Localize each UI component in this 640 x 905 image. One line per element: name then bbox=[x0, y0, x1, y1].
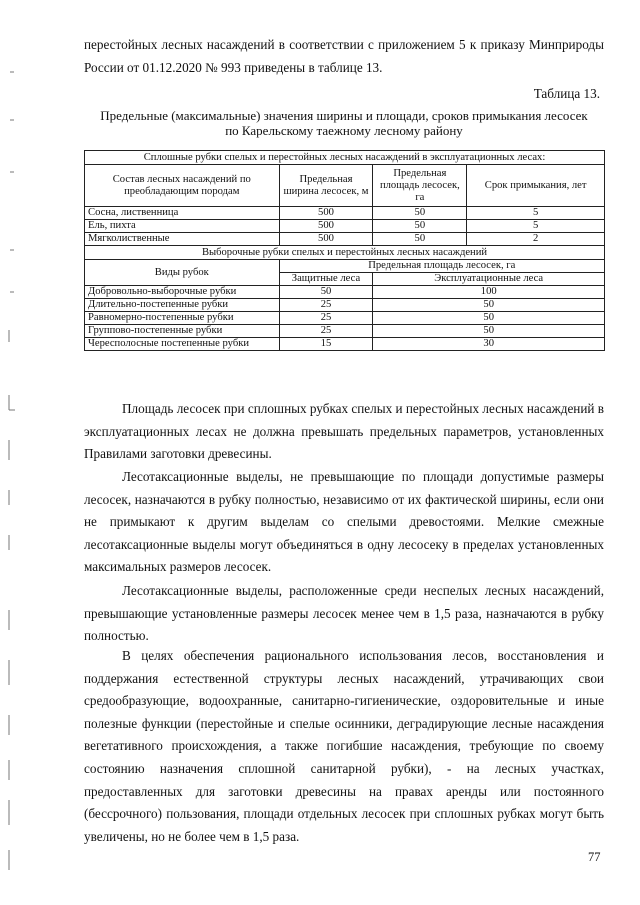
table-row bbox=[85, 286, 605, 299]
table-row bbox=[85, 312, 605, 325]
table-row bbox=[85, 220, 605, 233]
cell-species: Мягколиственные bbox=[85, 233, 280, 246]
norms-table bbox=[84, 150, 605, 351]
cell-protective: 15 bbox=[279, 338, 373, 351]
intro-paragraph: перестойных лесных насаждений в соответствии с приложением 5 к приказу Минприроды России от 01.12.2020 № 993 приведены в таблице 13. bbox=[84, 37, 604, 75]
table-row bbox=[85, 325, 605, 338]
cell-protective: 25 bbox=[279, 325, 373, 338]
table-section-row bbox=[85, 246, 605, 260]
scan-margin-marks bbox=[0, 0, 30, 905]
section-clearcut-header: Сплошные рубки спелых и перестойных лесных насаждений в эксплуатационных лесах: bbox=[85, 151, 605, 165]
table-label: Таблица 13. bbox=[533, 86, 600, 101]
cell-exploitation: 50 bbox=[373, 299, 605, 312]
header-area: Предельная площадь лесосек, га bbox=[373, 165, 467, 207]
table-row bbox=[85, 233, 605, 246]
section-selective-header: Выборочные рубки спелых и перестойных лесных насаждений bbox=[85, 246, 605, 260]
body-paragraph: Площадь лесосек при сплошных рубках спелых и перестойных лесных насаждений в эксплуатационных лесах не должна превышать предельных параметров, установленных Правилами заготовки древесины. bbox=[84, 401, 605, 462]
cell-area: 50 bbox=[373, 207, 467, 220]
table-row bbox=[85, 338, 605, 351]
caption-line-1: Предельные (максимальные) значения ширины и площади, сроков примыкания лесосек bbox=[100, 108, 588, 123]
cell-adjacency: 2 bbox=[467, 233, 605, 246]
table-row bbox=[85, 299, 605, 312]
cell-width: 500 bbox=[279, 220, 373, 233]
cell-area: 50 bbox=[373, 220, 467, 233]
cell-cut-type: Группово-постепенные рубки bbox=[85, 325, 280, 338]
body-paragraph: Лесотаксационные выделы, не превышающие по площади допустимые размеры лесосек, назначаются в рубку полностью, независимо от их фактической ширины, если они не примыкают к другим выделам со спелыми древостоями. Мелкие смежные лесотаксационные выделы могут объединяться в одну лесосеку в пределах установленных максимальных размеров лесосек. bbox=[84, 469, 604, 575]
table-header-row bbox=[85, 165, 605, 207]
body-paragraph: В целях обеспечения рационального использования лесов, восстановления и поддержания естественной структуры лесных насаждений, утрачивающих свои средообразующие, водоохранные, санитарно-гигиенические, оздоровительные и иные полезные функции (перестойные и спелые осинники, деградирующие лесные насаждения вегетативного происхождения, а также погибшие насаждения, требующие по своему состоянию назначения сплошной санитарной рубки), - на лесных участках, предоставленных для заготовки древесины на правах аренды или постоянного (бессрочного) пользования, площади отдельных лесосек при сплошных рубках могут быть увеличены, но не более чем в 1,5 раза. bbox=[84, 648, 604, 844]
cell-area: 50 bbox=[373, 233, 467, 246]
header-max-area: Предельная площадь лесосек, га bbox=[279, 260, 604, 273]
cell-protective: 50 bbox=[279, 286, 373, 299]
cell-adjacency: 5 bbox=[467, 220, 605, 233]
table-row bbox=[85, 207, 605, 220]
caption-line-2: по Карельскому таежному лесному району bbox=[225, 123, 463, 138]
cell-species: Ель, пихта bbox=[85, 220, 280, 233]
cell-cut-type: Чересполосные постепенные рубки bbox=[85, 338, 280, 351]
header-width: Предельная ширина лесосек, м bbox=[279, 165, 373, 207]
cell-exploitation: 50 bbox=[373, 325, 605, 338]
table-caption bbox=[84, 108, 604, 138]
header-exploitation-forests: Эксплуатационные леса bbox=[373, 273, 605, 286]
cell-adjacency: 5 bbox=[467, 207, 605, 220]
cell-cut-type: Длительно-постепенные рубки bbox=[85, 299, 280, 312]
cell-width: 500 bbox=[279, 207, 373, 220]
cell-cut-type: Равномерно-постепенные рубки bbox=[85, 312, 280, 325]
header-cut-types: Виды рубок bbox=[85, 260, 280, 286]
cell-species: Сосна, лиственница bbox=[85, 207, 280, 220]
page-number: 77 bbox=[588, 850, 601, 864]
body-paragraph: Лесотаксационные выделы, расположенные среди неспелых лесных насаждений, превышающие установленные размеры лесосек менее чем в 1,5 раза, назначаются в рубку полностью. bbox=[84, 583, 604, 644]
cell-cut-type: Добровольно-выборочные рубки bbox=[85, 286, 280, 299]
table-section-row bbox=[85, 151, 605, 165]
header-composition: Состав лесных насаждений по преобладающим породам bbox=[85, 165, 280, 207]
cell-exploitation: 30 bbox=[373, 338, 605, 351]
header-adjacency: Срок примыкания, лет bbox=[467, 165, 605, 207]
cell-protective: 25 bbox=[279, 299, 373, 312]
cell-protective: 25 bbox=[279, 312, 373, 325]
cell-exploitation: 50 bbox=[373, 312, 605, 325]
cell-exploitation: 100 bbox=[373, 286, 605, 299]
cell-width: 500 bbox=[279, 233, 373, 246]
table-header-row bbox=[85, 260, 605, 273]
header-protective-forests: Защитные леса bbox=[279, 273, 373, 286]
